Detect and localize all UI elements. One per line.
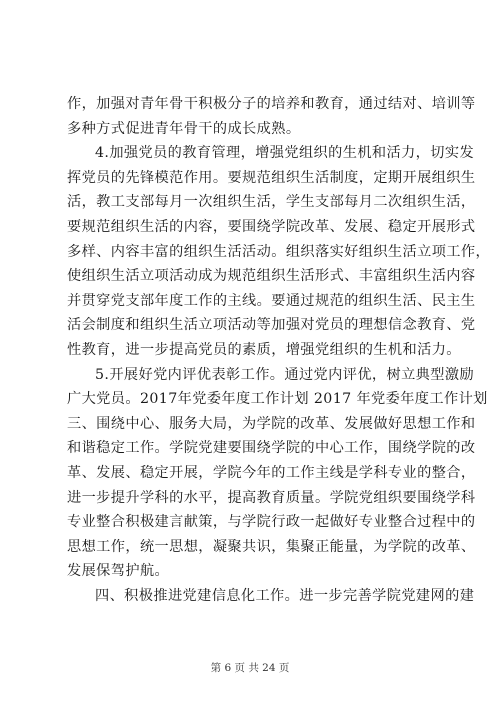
text-line: 革、发展、稳定开展，学院今年的工作主线是学科专业的整合，: [67, 464, 476, 481]
text-line: 并贯穿党支部年度工作的主线。要通过规范的组织生活、民主生: [67, 292, 476, 309]
text-line: 发展保驾护航。: [67, 563, 170, 580]
text-line: 进一步提升学科的水平，提高教育质量。学院党组织要围绕学科: [67, 489, 476, 506]
paragraph-start-line: 四、积极推进党建信息化工作。进一步完善学院党建网的建: [95, 587, 475, 604]
text-line: 和谐稳定工作。学院党建要围绕学院的中心工作，围绕学院的改: [67, 440, 476, 457]
text-line: 作，加强对青年骨干积极分子的培养和教育，通过结对、培训等: [67, 96, 476, 112]
text-line: 要规范组织生活的内容，要围绕学院改革、发展、稳定开展形式: [67, 218, 476, 235]
text-line: 广大党员。2017年党委年度工作计划 2017 年党委年度工作计划: [67, 391, 488, 408]
page-number-footer: 第 6 页 共 24 页: [210, 662, 290, 674]
text-line: 挥党员的先锋模范作用。要规范组织生活制度，定期开展组织生: [67, 169, 476, 186]
paragraph-start-line: 4.加强党员的教育管理，增强党组织的生机和活力，切实发: [95, 145, 475, 162]
text-line: 活，教工支部每月一次组织生活，学生支部每月二次组织生活，: [67, 194, 476, 211]
document-body: [67, 92, 491, 608]
text-line: 思想工作，统一思想，凝聚共识，集聚正能量，为学院的改革、: [67, 538, 476, 555]
text-line: 专业整合积极建言献策，与学院行政一起做好专业整合过程中的: [67, 514, 476, 531]
text-line: 三、围绕中心、服务大局，为学院的改革、发展做好思想工作和: [67, 415, 476, 432]
text-line: 性教育，进一步提高党员的素质，增强党组织的生机和活力。: [67, 341, 461, 358]
text-line: 使组织生活立项活动成为规范组织生活形式、丰富组织生活内容: [67, 268, 476, 285]
text-line: 多种方式促进青年骨干的成长成熟。: [67, 120, 301, 137]
paragraph-start-line: 5.开展好党内评优表彰工作。通过党内评优，树立典型激励: [95, 366, 475, 383]
text-line: 多样、内容丰富的组织生活活动。组织落实好组织生活立项工作，: [67, 243, 491, 260]
text-line: 活会制度和组织生活立项活动等加强对党员的理想信念教育、党: [67, 317, 476, 334]
